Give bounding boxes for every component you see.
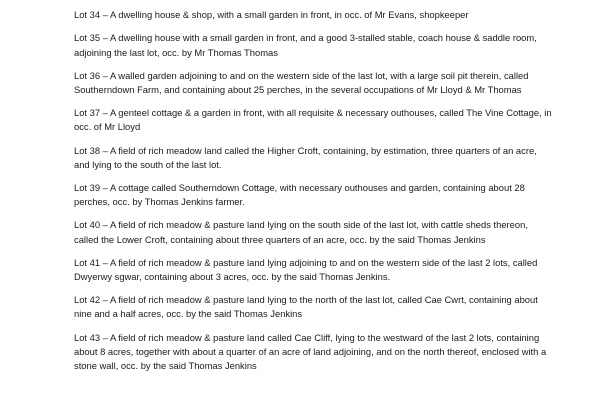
- lot-paragraph-35: Lot 35 – A dwelling house with a small garden in front, and a good 3-stalled stable, coach house & saddle room, adjoining the last lot, occ. by Mr Thomas Thomas: [74, 32, 537, 58]
- lot-paragraph-36: Lot 36 – A walled garden adjoining to and on the western side of the last lot, with a large soil pit therein, called Southerndown Farm, and containing about 25 perches, in the several occupations of Mr Lloyd & Mr Thomas: [74, 69, 529, 96]
- document-body: [74, 0, 552, 382]
- lot-paragraph-42: Lot 42 – A field of rich meadow & pasture land lying to the north of the last lot, called Cae Cwrt, containing about nine and a half acres, occ. by the said Thomas Jenkins: [74, 294, 538, 320]
- lot-paragraph-39: Lot 39 – A cottage called Southerndown Cottage, with necessary outhouses and garden, containing about 28 perches, occ. by Thomas Jenkins farmer.: [74, 182, 525, 208]
- lot-paragraph-40: Lot 40 – A field of rich meadow & pasture land lying on the south side of the last lot, with cattle sheds thereon, called the Lower Croft, containing about three quarters of an acre, occ. by the said Thomas Jenkins: [74, 219, 528, 245]
- lot-paragraph-43: Lot 43 – A field of rich meadow & pasture land called Cae Cliff, lying to the westward of the last 2 lots, containing about 8 acres, together with about a quarter of an acre of land adjoining, and on the north thereof, enclosed with a stone wall, occ. by the said Thomas Jenkins: [74, 331, 547, 372]
- lot-paragraph-34: Lot 34 – A dwelling house & shop, with a small garden in front, in occ. of Mr Evans, shopkeeper: [74, 9, 469, 21]
- lead-fragment: [74, 0, 552, 2]
- lot-paragraph-38: Lot 38 – A field of rich meadow land called the Higher Croft, containing, by estimation, three quarters of an acre, and lying to the south of the last lot.: [74, 144, 537, 170]
- lot-paragraph-41: Lot 41 – A field of rich meadow & pasture land lying adjoining to and on the western side of the last 2 lots, called Dwyerwy sgwar, containing about 3 acres, occ. by the said Thomas Jenkins.: [74, 256, 538, 283]
- lot-paragraph-37: Lot 37 – A genteel cottage & a garden in front, with all requisite & necessary outhouses, called The Vine Cottage, in occ. of Mr Lloyd: [74, 107, 552, 133]
